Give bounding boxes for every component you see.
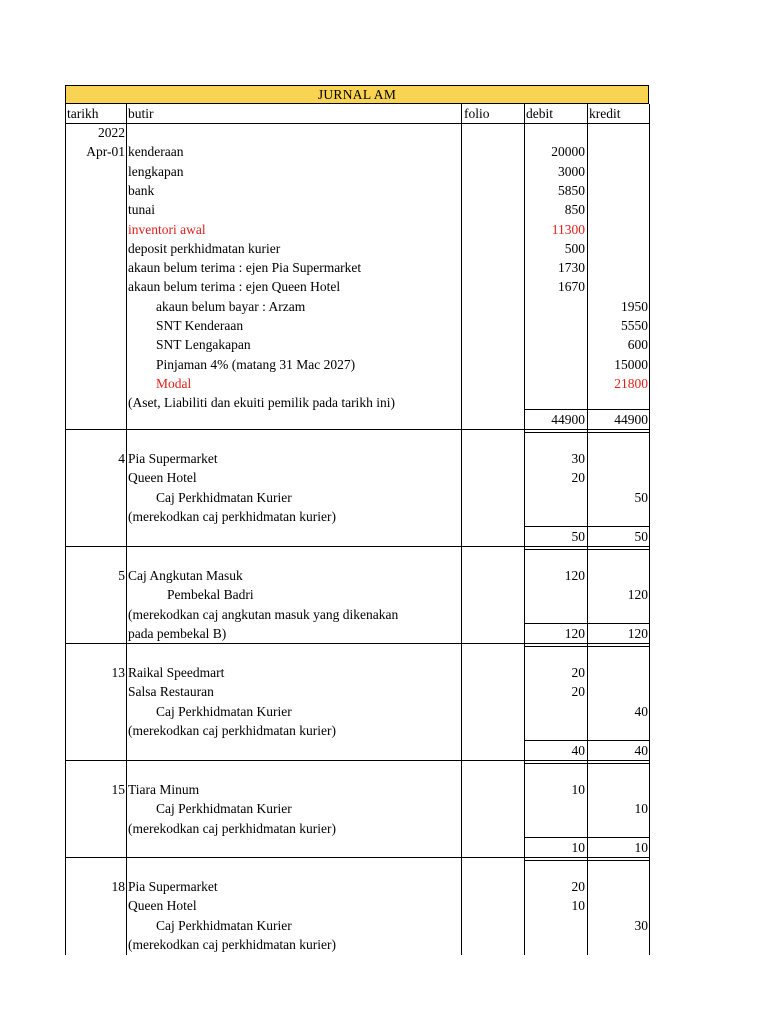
debit-amount: 10	[571, 898, 585, 914]
description-cell: Caj Perkhidmatan Kurier	[156, 801, 292, 817]
frame-left	[65, 104, 66, 955]
entry-separator-double	[524, 763, 650, 764]
entry-separator	[65, 643, 650, 644]
kredit-amount: 5550	[621, 318, 648, 333]
description-cell: Caj Angkutan Masuk	[128, 568, 243, 583]
header-tarikh: tarikh	[67, 106, 99, 121]
debit-amount: 30	[571, 451, 585, 466]
description-cell: Pia Supermarket	[128, 879, 218, 894]
description-cell: akaun belum bayar : Arzam	[156, 298, 306, 314]
kredit-amount: 15000	[614, 356, 648, 372]
debit-amount: 20	[571, 879, 585, 894]
date-cell: 15	[111, 782, 125, 797]
column-line-butir	[126, 104, 127, 955]
kredit-amount: 21800	[614, 375, 648, 391]
entry-separator-double	[524, 646, 650, 647]
description-cell: deposit perkhidmatan kurier	[128, 240, 281, 256]
debit-amount: 1670	[558, 279, 585, 295]
date-cell: 13	[111, 665, 125, 680]
total-debit: 44900	[551, 412, 585, 427]
description-cell: Queen Hotel	[128, 470, 197, 486]
debit-amount: 11300	[551, 221, 585, 237]
debit-amount: 3000	[558, 163, 585, 179]
entry-separator	[65, 546, 650, 547]
description-cell: Pinjaman 4% (matang 31 Mac 2027)	[156, 356, 356, 372]
debit-amount: 120	[564, 568, 585, 583]
total-kredit: 50	[634, 529, 648, 544]
debit-amount: 20000	[551, 144, 585, 160]
debit-amount: 500	[564, 240, 585, 256]
date-cell: 5	[118, 568, 125, 583]
kredit-amount: 50	[634, 489, 648, 505]
description-cell: inventori awal	[128, 221, 206, 237]
description-cell: bank	[128, 182, 155, 198]
description-cell: Caj Perkhidmatan Kurier	[156, 703, 292, 719]
entry-separator	[65, 760, 650, 761]
description-cell: (merekodkan caj perkhidmatan kurier)	[128, 508, 337, 524]
frame-right	[649, 104, 650, 955]
date-cell: Apr-01	[86, 144, 125, 160]
date-cell: 18	[111, 879, 125, 894]
description-cell: akaun belum terima : ejen Pia Supermarket	[128, 260, 362, 276]
debit-amount: 20	[571, 470, 585, 486]
description-cell: (merekodkan caj perkhidmatan kurier)	[128, 722, 337, 738]
debit-amount: 1730	[558, 260, 585, 276]
entry-separator	[65, 429, 650, 430]
entry-separator-double	[524, 860, 650, 861]
description-cell: kenderaan	[128, 144, 184, 160]
journal-title: JURNAL AM	[317, 87, 397, 102]
total-debit: 40	[571, 743, 585, 758]
total-kredit: 120	[627, 626, 648, 641]
kredit-amount: 40	[634, 703, 648, 719]
kredit-amount: 600	[627, 337, 648, 353]
description-cell: (merekodkan caj perkhidmatan kurier)	[128, 936, 337, 952]
date-cell: 2022	[98, 125, 125, 140]
total-debit: 50	[571, 529, 585, 544]
description-cell: Tiara Minum	[128, 782, 200, 797]
date-cell: 4	[118, 451, 125, 466]
description-cell: Queen Hotel	[128, 898, 197, 914]
description-cell: Caj Perkhidmatan Kurier	[156, 917, 292, 933]
debit-amount: 20	[571, 665, 585, 680]
header-kredit: kredit	[589, 106, 621, 121]
description-cell: SNT Lengakapan	[156, 337, 251, 353]
description-cell: akaun belum terima : ejen Queen Hotel	[128, 279, 341, 295]
header-debit: debit	[526, 106, 553, 121]
description-cell: Pembekal Badri	[167, 587, 254, 603]
entry-separator	[65, 857, 650, 858]
description-cell: (Aset, Liabiliti dan ekuiti pemilik pada tarikh ini)	[128, 395, 395, 411]
entry-separator-double	[524, 549, 650, 550]
kredit-amount: 120	[627, 587, 648, 603]
description-cell: Salsa Restauran	[128, 684, 214, 700]
description-cell: tunai	[128, 202, 155, 218]
kredit-amount: 10	[634, 801, 648, 817]
description-cell: (merekodkan caj angkutan masuk yang dikenakan	[128, 606, 399, 622]
description-cell: lengkapan	[128, 163, 184, 179]
total-debit: 10	[571, 840, 585, 855]
description-cell: Pia Supermarket	[128, 451, 218, 466]
header-underline	[65, 123, 650, 124]
kredit-amount: 30	[634, 917, 648, 933]
column-line-folio	[461, 104, 462, 955]
total-kredit: 44900	[614, 412, 648, 427]
kredit-amount: 1950	[621, 298, 648, 314]
debit-amount: 10	[571, 782, 585, 797]
debit-amount: 850	[564, 202, 585, 218]
total-debit: 120	[564, 626, 585, 641]
total-kredit: 10	[634, 840, 648, 855]
header-folio: folio	[464, 106, 490, 121]
description-cell: SNT Kenderaan	[156, 318, 244, 333]
header-butir: butir	[128, 106, 154, 121]
description-cell: pada pembekal B)	[128, 625, 227, 641]
entry-separator-double	[524, 432, 650, 433]
description-cell: Raikal Speedmart	[128, 665, 225, 680]
debit-amount: 20	[571, 684, 585, 700]
debit-amount: 5850	[558, 182, 585, 198]
description-cell: (merekodkan caj perkhidmatan kurier)	[128, 820, 337, 836]
description-cell: Modal	[156, 375, 192, 391]
total-kredit: 40	[634, 743, 648, 758]
description-cell: Caj Perkhidmatan Kurier	[156, 489, 292, 505]
